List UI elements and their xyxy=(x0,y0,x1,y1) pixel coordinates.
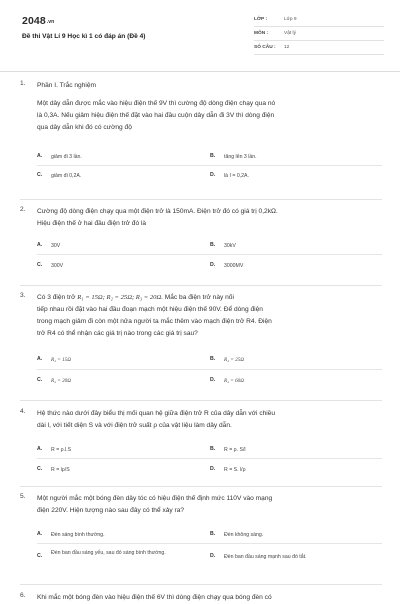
option-divider xyxy=(37,254,382,255)
question-number: 5. xyxy=(20,493,26,500)
meta-subject-value: Vật lý xyxy=(284,31,296,36)
question-line: tiếp nhau rồi đặt vào hai đầu đoạn mạch một hiệu điện thế 90V. Để dòng điện xyxy=(37,306,263,313)
meta-subject-label: MÔN : xyxy=(254,31,269,36)
meta-count-value: 12 xyxy=(284,45,290,50)
header xyxy=(0,0,400,68)
question-divider xyxy=(20,584,382,585)
question-line: Cường độ dòng điện chạy qua một điện trở là 150mA. Điện trở đó có giá trị 0,2kΩ. xyxy=(37,208,278,215)
question-text xyxy=(37,592,377,604)
header-divider xyxy=(0,71,400,72)
question-number: 3. xyxy=(20,292,26,299)
question-number: 2. xyxy=(20,206,26,213)
question-line: là 0,3A. Nếu giảm hiệu điện thế đặt vào hai đầu cuộn dây dẫn đi 3V thì dòng điện xyxy=(37,112,275,119)
question-text xyxy=(37,80,377,134)
question-divider xyxy=(20,400,382,401)
logo-text: 2048 xyxy=(22,15,46,27)
site-logo[interactable] xyxy=(22,15,54,27)
meta-class-value: Lớp 9 xyxy=(284,17,297,22)
question-line: Hiệu điện thế ở hai đầu điện trở đó là xyxy=(37,220,147,227)
option-divider xyxy=(37,543,382,544)
question-divider xyxy=(20,486,382,487)
question-text xyxy=(37,206,377,230)
logo-suffix: .vn xyxy=(46,19,55,25)
question-text xyxy=(37,493,377,517)
question-line: Khi mắc một bóng đèn vào hiệu điện thế 6V thì dòng điện chạy qua bóng đèn có xyxy=(37,594,272,601)
resistor-values: R₁ = 15Ω; R₂ = 25Ω; R₃ = 20Ω. xyxy=(77,294,163,301)
question-line: dài l, với tiết diện S và với điện trở suất ρ của vật liệu làm dây dẫn. xyxy=(37,422,232,429)
part-heading: Phần I. Trắc nghiệm xyxy=(37,82,97,89)
meta-class-label: LỚP : xyxy=(254,17,268,22)
option-divider xyxy=(37,165,382,166)
meta-subject xyxy=(254,28,384,41)
question-line: qua dây dẫn khi đó có cường độ xyxy=(37,124,132,131)
question-line: trở R4 có thể nhận các giá trị nào trong các giá trị sau? xyxy=(37,330,198,337)
question-line-prefix: Có 3 điện trở xyxy=(37,294,76,301)
question-line: trong mạch giảm đi còn một nửa người ta mắc thêm vào mạch điện trở R4. Điện xyxy=(37,318,272,325)
question-number: 1. xyxy=(20,80,26,87)
question-line: Một người mắc một bóng đèn dây tóc có hiệu điện thế định mức 110V vào mạng xyxy=(37,495,273,502)
exam-page: 2048.vn Đề thi Vật Lí 9 Học kì 1 có đáp án (Đề 4) LỚP : Lớp 9 MÔN : Vật lý SỐ CÂU : 12 1. Phần I. Trắc nghiệm Một dây dẫn được mắc vào hiệu điện thế 9V thì cường độ dòng điện chạy qua nó là 0,3A. Nếu giảm hiệu điện thế đặt vào hai đầu cuộn dây dẫn đi 3V thì dòng điện qua dây dẫn khi đó có cường độ A. giảm đi 3 lần. B. tăng lên 3 lần. C. giảm đi 0,2A. D. là I = 0,2A. 2. Cường độ dòng điện chạy qua một điện trở là 150mA. Điện trở đó có giá trị 0,2kΩ. Hiệu điện thế ở hai đầu điện trở đó là A. 30V B. 30kV C. 300V D. 3000MV 3. Có 3 điện trở R₁ = 15Ω; R₂ = 25Ω; R₃ = 20Ω. Mắc ba điện trở này nối tiếp nhau rồi đặt vào hai đầu đoạn mạch một hiệu điện thế 90V. Để dòng điện trong mạch giảm đi còn một nửa người ta mắc thêm vào mạch điện trở R4. Điện trở R4 có thể nhận các giá trị nào trong các giá trị sau? A. R₄ = 15Ω B. R₄ = 25Ω C. R₄ = 20Ω D. R₄ = 60Ω 4. Hệ thức nào dưới đây biểu thị mối quan hệ giữa điện trở R của dây dẫn với chiều dài l, với tiết diện S và với điện trở suất ρ của vật liệu làm dây dẫn. A. R = ρ.l.S B. R = ρ. S/l C. R = lρ/S D. R = S. l/ρ 5. Một người mắc một bóng đèn dây tóc có hiệu điện thế định mức 110V vào mạng điện 220V. Hiện tượng nào sau đây có thể xảy ra? A. Đèn sáng bình thường. B. Đèn không sáng. C. Đèn ban đầu sáng yếu, sau đó sáng bình thường. D. Đèn ban đầu sáng mạnh sau đó tắt. 6. Khi mắc một bóng đèn vào hiệu điện thế 6V thì dòng điện chạy qua bóng đèn có xyxy=(0,0,400,600)
question-text xyxy=(37,408,377,432)
question-divider xyxy=(20,285,382,286)
question-number: 4. xyxy=(20,408,26,415)
meta-count-label: SỐ CÂU : xyxy=(254,45,276,50)
question-line: Hệ thức nào dưới đây biểu thị mối quan hệ giữa điện trở R của dây dẫn với chiều xyxy=(37,410,276,417)
question-line: Một dây dẫn được mắc vào hiệu điện thế 9V thì cường độ dòng điện chạy qua nó xyxy=(37,100,276,107)
option-divider xyxy=(37,458,382,459)
question-text xyxy=(37,292,377,340)
question-number: 6. xyxy=(20,592,26,599)
question-line: điện 220V. Hiện tượng nào sau đây có thể xảy ra? xyxy=(37,507,185,514)
exam-title: Đề thi Vật Lí 9 Học kì 1 có đáp án (Đề 4) xyxy=(22,33,146,40)
option-divider xyxy=(37,369,382,370)
question-line-suffix: Mắc ba điện trở này nối xyxy=(164,294,234,301)
meta-count xyxy=(254,42,384,55)
question-line xyxy=(37,292,377,304)
meta-class xyxy=(254,14,384,27)
question-divider xyxy=(20,199,382,200)
